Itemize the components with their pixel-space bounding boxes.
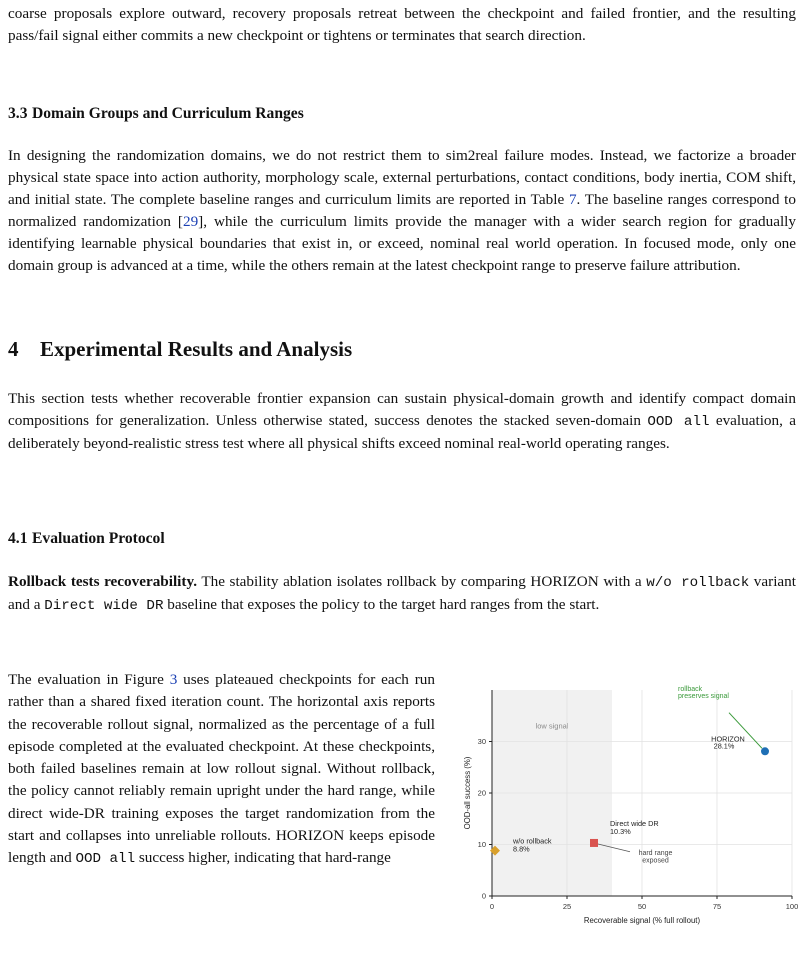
figure-ref[interactable]: 3: [169, 671, 178, 688]
x-tick-label: 0: [489, 902, 495, 911]
annotation-hard-range-line1: hard range: [638, 849, 673, 857]
section-4-paragraph: This section tests whether recoverable frontier expansion can sustain physical-domain growth and identify compact domain compositions for generalization. Unless otherwise stated, success denotes the stacked seven-domain OOD all evaluation, a deliberately beyond-realistic stress test where all physical shifts exceed nominal real-world operating ranges.: [8, 390, 796, 452]
section-4-1-paragraph-2: The evaluation in Figure 3 uses plateaued checkpoints for each run rather than a shared fixed iteration count. The horizontal axis reports the recoverable rollout signal, normalized as the percentage of a full episode completed at the evaluated checkpoint. At these checkpoints, both failed baselines remain at low rollout signal. Without rollback, the policy cannot reliably remain upright under the hard range, while direct wide-DR training exposes the target randomization from the start and collapses into unreliable rollouts. HORIZON keeps episode length and OOD all success higher, indicating that hard-range: [8, 671, 435, 868]
y-tick-label: 30: [477, 737, 486, 746]
y-tick-label: 0: [481, 891, 486, 901]
x-axis-label: Recoverable signal (% full rollout): [583, 916, 701, 925]
x-tick-label: 50: [637, 902, 647, 911]
point-wo-rollback-label: w/o rollback: [513, 836, 552, 846]
point-horizon-value: 28.1%: [713, 741, 735, 751]
table-ref[interactable]: 7: [568, 191, 577, 208]
section-4-heading: 4 Experimental Results and Analysis: [8, 337, 353, 361]
scatter-chart-svg: [456, 684, 799, 949]
figure-3-chart: [456, 684, 799, 949]
y-tick-label: 20: [477, 788, 486, 798]
citation-ref[interactable]: 29: [182, 213, 199, 230]
annotation-rollback-line1: rollback: [678, 686, 703, 694]
y-tick-label: 10: [477, 840, 486, 849]
x-tick-label: 25: [562, 902, 572, 911]
section-4-1-paragraph-1: Rollback tests recoverability. The stability ablation isolates rollback by comparing HORIZON with a w/o rollback variant and a Direct wide DR baseline that exposes the policy to the target hard ranges from the start.: [8, 573, 796, 614]
point-horizon-label: HORIZON: [711, 734, 745, 744]
y-axis-label: OOD-all success (%): [463, 756, 472, 830]
section-3-3-paragraph: In designing the randomization domains, we do not restrict them to sim2real failure modes. Instead, we factorize a broader physical state space into action authority, morphology scale, external perturbations, contact conditions, body inertia, COM shift, and initial state. The complete baseline ranges and curriculum limits are reported in Table 7. The baseline ranges correspond to normalized randomization [29], while the curriculum limits provide the manager with a wider search region for gradually identifying learnable physical boundaries that exist in, or exceed, nominal real world operation. In focused mode, only one domain group is advanced at a time, while the others remain at the latest checkpoint range to preserve failure attribution.: [8, 147, 796, 274]
section-4-1-heading: 4.1 Evaluation Protocol: [8, 530, 165, 547]
annotation-rollback-line2: preserves signal: [678, 693, 729, 701]
x-tick-label: 100: [785, 902, 799, 911]
point-direct-wide-dr: [590, 839, 598, 847]
point-horizon: [761, 747, 769, 755]
low-signal-label: low signal: [535, 721, 569, 731]
x-tick-label: 75: [712, 902, 722, 911]
point-direct-wide-dr-label: Direct wide DR: [610, 818, 659, 828]
point-wo-rollback-value: 8.8%: [513, 844, 530, 854]
point-direct-wide-dr-value: 10.3%: [610, 826, 631, 836]
section-3-3-heading: 3.3 Domain Groups and Curriculum Ranges: [8, 105, 304, 122]
annotation-hard-range-line2: exposed: [642, 857, 669, 865]
intro-paragraph: coarse proposals explore outward, recovery proposals retreat between the checkpoint and failed frontier, and the resulting pass/fail signal either commits a new checkpoint or tightens or terminates that search direction.: [8, 5, 796, 44]
section-4-1-paragraph-2-column: [8, 669, 435, 871]
